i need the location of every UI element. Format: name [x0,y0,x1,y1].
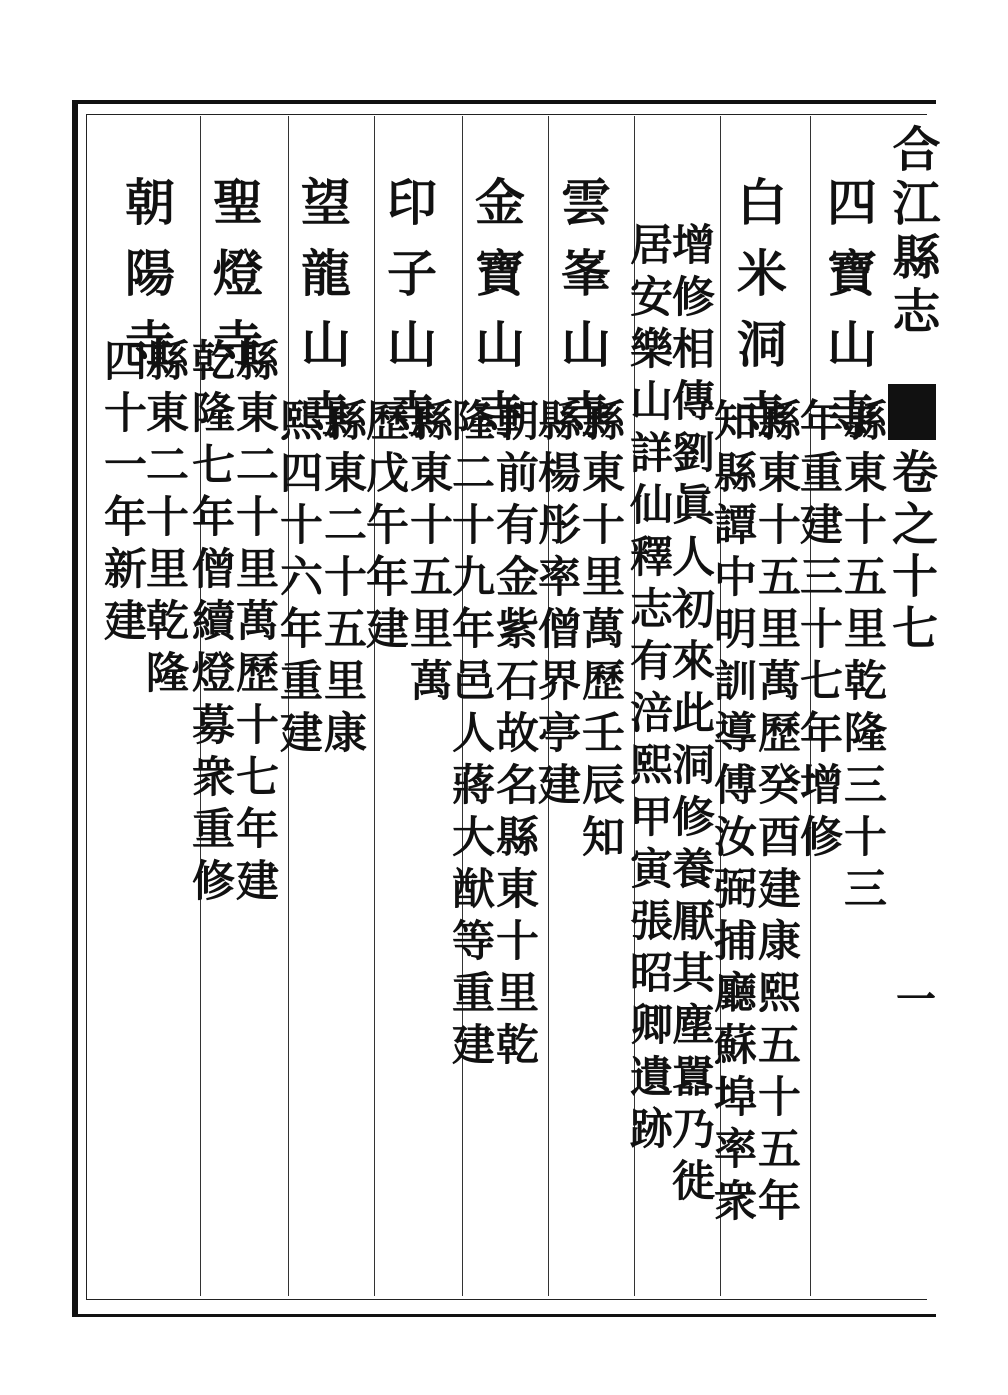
entry-title: 雲峯山寺 [553,176,612,460]
entry-note-line: 縣東二十五里康 [317,398,367,762]
entry-note-line: 隆二十九年邑人蔣大猷等重建 [445,398,495,1074]
entry-note-line: 縣東二十里萬歷十七年建 [229,338,279,910]
entry-note-line: 知縣譚中明訓導傅汝弼捕廳蘇埠率衆 [707,398,757,1230]
column-rule [374,116,375,1296]
entry-title: 四寶山寺 [819,176,878,460]
book-banner [880,104,944,1294]
entry-note-line: 年重建三十七年增修 [793,398,843,866]
fish-tail-mark [888,384,936,440]
entry-note-line: 四十一年新建 [97,338,147,650]
entry-note-line: 乾隆七年僧續燈募衆重修 [185,338,235,910]
entry-title: 白米洞寺 [729,176,788,460]
entry-note-line: 縣東十五里萬歷癸酉建康熙五十五年 [751,398,801,1230]
entry-note-line: 居安樂山詳仙釋志有涪熙甲寅張昭卿遺跡 [623,222,673,1158]
entry-title: 朝陽寺 [117,176,176,389]
entry-title: 金寶山寺 [467,176,526,460]
entry-note-line: 朝前有金紫石故名縣東十里乾 [489,398,539,1074]
book-title: 合江縣志 [884,124,940,340]
entry-note-line: 縣楊彤率僧界亭建 [531,398,581,814]
entry-title: 望龍山寺 [293,176,352,460]
page-number: 一 [896,976,936,1023]
entry-title: 印子山寺 [379,176,438,460]
juan-label: 卷之十七 [885,448,939,656]
entry-note-line: 縣東十五里乾隆三十三 [837,398,887,918]
entry-title: 聖燈寺 [205,176,264,389]
entry-note-line: 熙四十六年重建 [273,398,323,762]
entry-note-line: 縣東十里萬歷壬辰知 [575,398,625,866]
entry-note-line: 歷戊午年建 [359,398,409,658]
entry-note-line: 增修相傳劉眞人初來此洞修養厭其塵囂乃徙 [665,222,715,1210]
entry-note-line: 縣東十五里萬 [403,398,453,710]
entry-note-line: 縣東二十里乾隆 [139,338,189,702]
